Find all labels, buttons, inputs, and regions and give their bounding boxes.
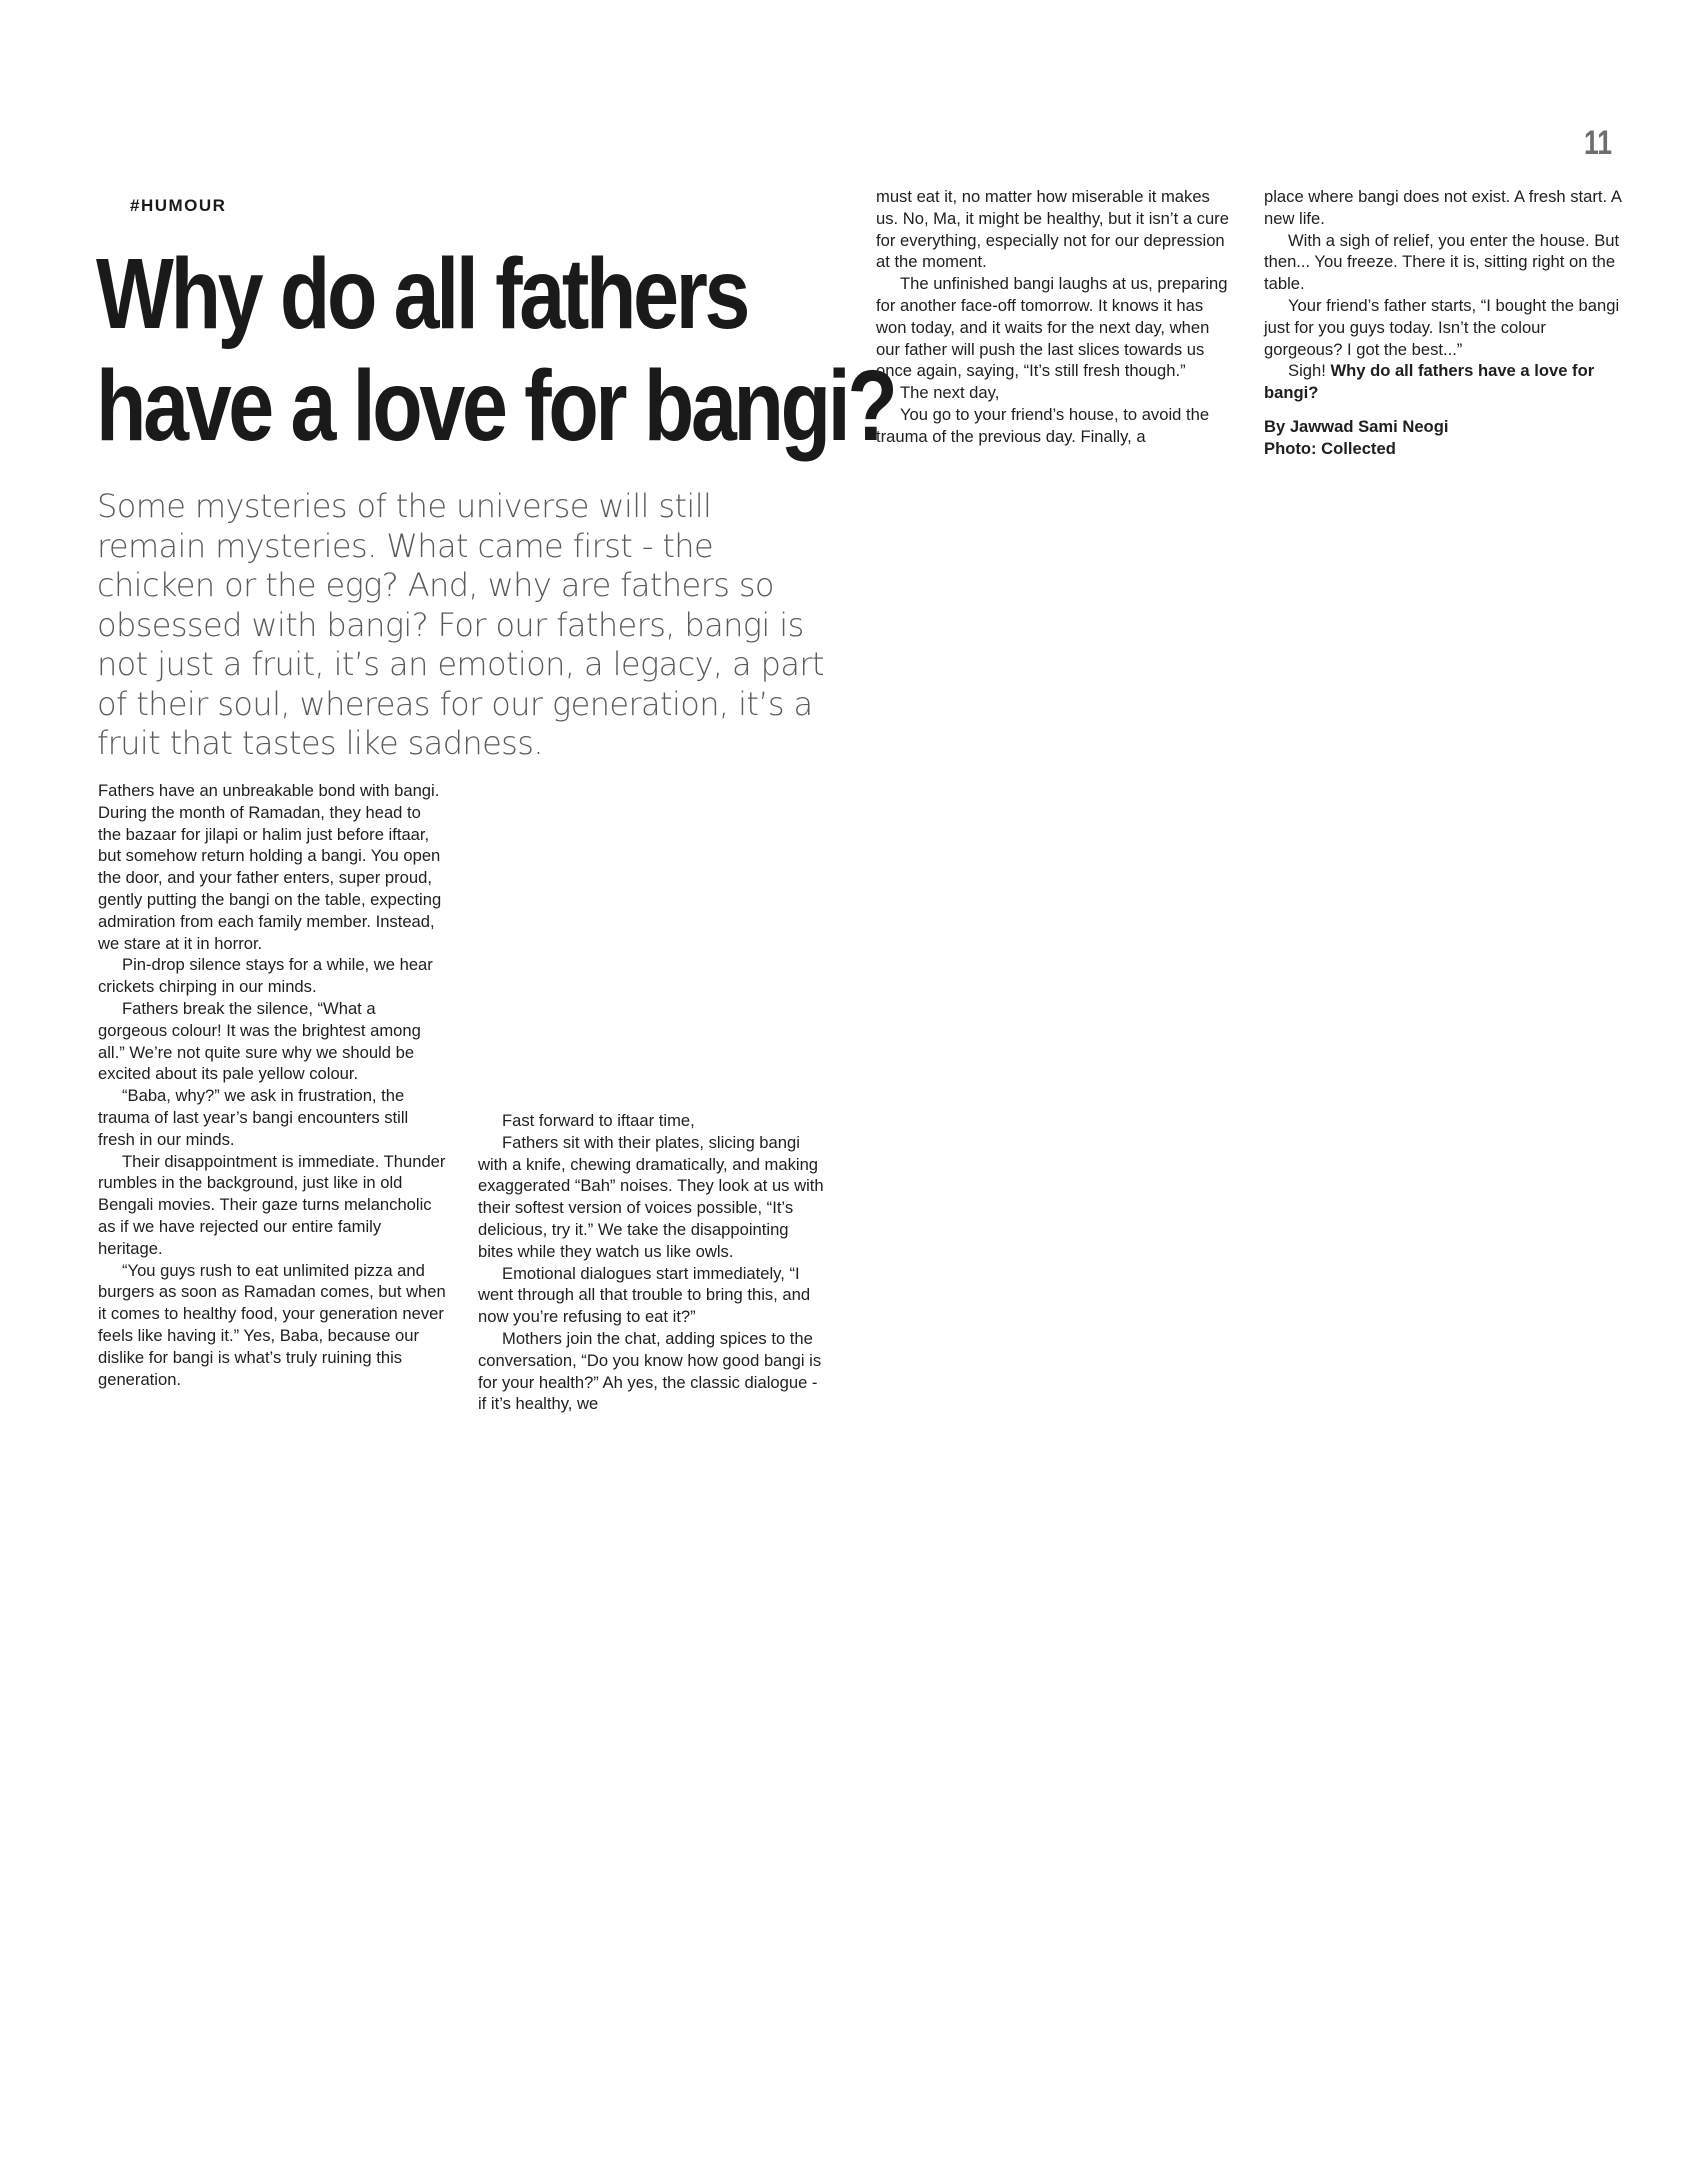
section-tag: #HUMOUR xyxy=(130,196,227,215)
paragraph: Fast forward to iftaar time, xyxy=(502,1111,695,1130)
paragraph: Their disappointment is immediate. Thunder rumbles in the background, just like in old Bengali movies. Their gaze turns melancholic as if we have rejected our entire family heritage. xyxy=(98,1151,446,1258)
closing-paragraph xyxy=(1264,360,1624,404)
paragraph: must eat it, no matter how miserable it makes us. No, Ma, it might be healthy, but it isn’t a cure for everything, especially not for our depression at the moment. xyxy=(876,187,1229,272)
paragraph: The next day, xyxy=(900,383,1000,403)
headline-line-2: have a love for bangi? xyxy=(96,350,895,462)
body-column-4 xyxy=(1264,186,1624,460)
paragraph: With a sigh of relief, you enter the house. But then... You freeze. There it is, sitting right on the table. xyxy=(1264,230,1620,294)
paragraph: You go to your friend’s house, to avoid the trauma of the previous day. Finally, a xyxy=(876,404,1210,446)
paragraph: Fathers break the silence, “What a gorgeous colour! It was the brightest among all.” We’re not quite sure why we should be excited about its pale yellow colour. xyxy=(98,998,421,1084)
paragraph: Emotional dialogues start immediately, “I went through all that trouble to bring this, and now you’re refusing to eat it?” xyxy=(478,1263,811,1327)
headline xyxy=(96,238,921,462)
paragraph: Fathers sit with their plates, slicing bangi with a knife, chewing dramatically, and making exaggerated “Bah” noises. They look at us with their softest version of voices possible, “It’s delicious, try it.” We take the disappointing bites while they watch us like owls. xyxy=(478,1132,824,1261)
paragraph: The unfinished bangi laughs at us, preparing for another face-off tomorrow. It knows it has won today, and it waits for the next day, when our father will push the last slices towards us once again, saying, “It’s still fresh though.” xyxy=(876,274,1228,381)
paragraph: “You guys rush to eat unlimited pizza and burgers as soon as Ramadan comes, but when it comes to healthy food, your generation never feels like having it.” Yes, Baba, because our dislike for bangi is what’s truly ruining this generation. xyxy=(98,1260,446,1389)
page-number: 11 xyxy=(1583,124,1612,162)
headline-line-1: Why do all fathers xyxy=(96,238,748,350)
body-column-3 xyxy=(876,186,1236,448)
standfirst: Some mysteries of the universe will still remain mysteries. What came first - the chicken or the egg? And, why are fathers so obsessed with bangi? For our fathers, bangi is not just a fruit, it’s an emotion, a legacy, a part of their soul, whereas for our generation, it’s a fruit that tastes like sadness. xyxy=(97,487,824,762)
body-column-2 xyxy=(478,1110,828,1415)
photo-credit: Photo: Collected xyxy=(1264,438,1396,458)
closing-sigh: Sigh! xyxy=(1288,361,1331,381)
paragraph: Fathers have an unbreakable bond with bangi. During the month of Ramadan, they head to the bazaar for jilapi or halim just before iftaar, but somehow return holding a bangi. You open the door, and your father enters, super proud, gently putting the bangi on the table, expecting admiration from each family member. Instead, we stare at it in horror. xyxy=(98,781,442,953)
paragraph: “Baba, why?” we ask in frustration, the trauma of last year’s bangi encounters still fresh in our minds. xyxy=(98,1086,409,1149)
paragraph: place where bangi does not exist. A fresh start. A new life. xyxy=(1264,187,1621,228)
byline: By Jawwad Sami Neogi xyxy=(1264,416,1449,436)
body-column-1 xyxy=(98,780,448,1390)
closing-question: Why do all fathers have a love for bangi? xyxy=(1264,361,1595,403)
paragraph: Pin-drop silence stays for a while, we hear crickets chirping in our minds. xyxy=(98,955,433,997)
paragraph: Your friend’s father starts, “I bought the bangi just for you guys today. Isn’t the colour gorgeous? I got the best...” xyxy=(1264,295,1620,359)
paragraph: Mothers join the chat, adding spices to the conversation, “Do you know how good bangi is for your health?” Ah yes, the classic dialogue - if it’s healthy, we xyxy=(478,1328,822,1414)
credits xyxy=(1264,416,1624,460)
